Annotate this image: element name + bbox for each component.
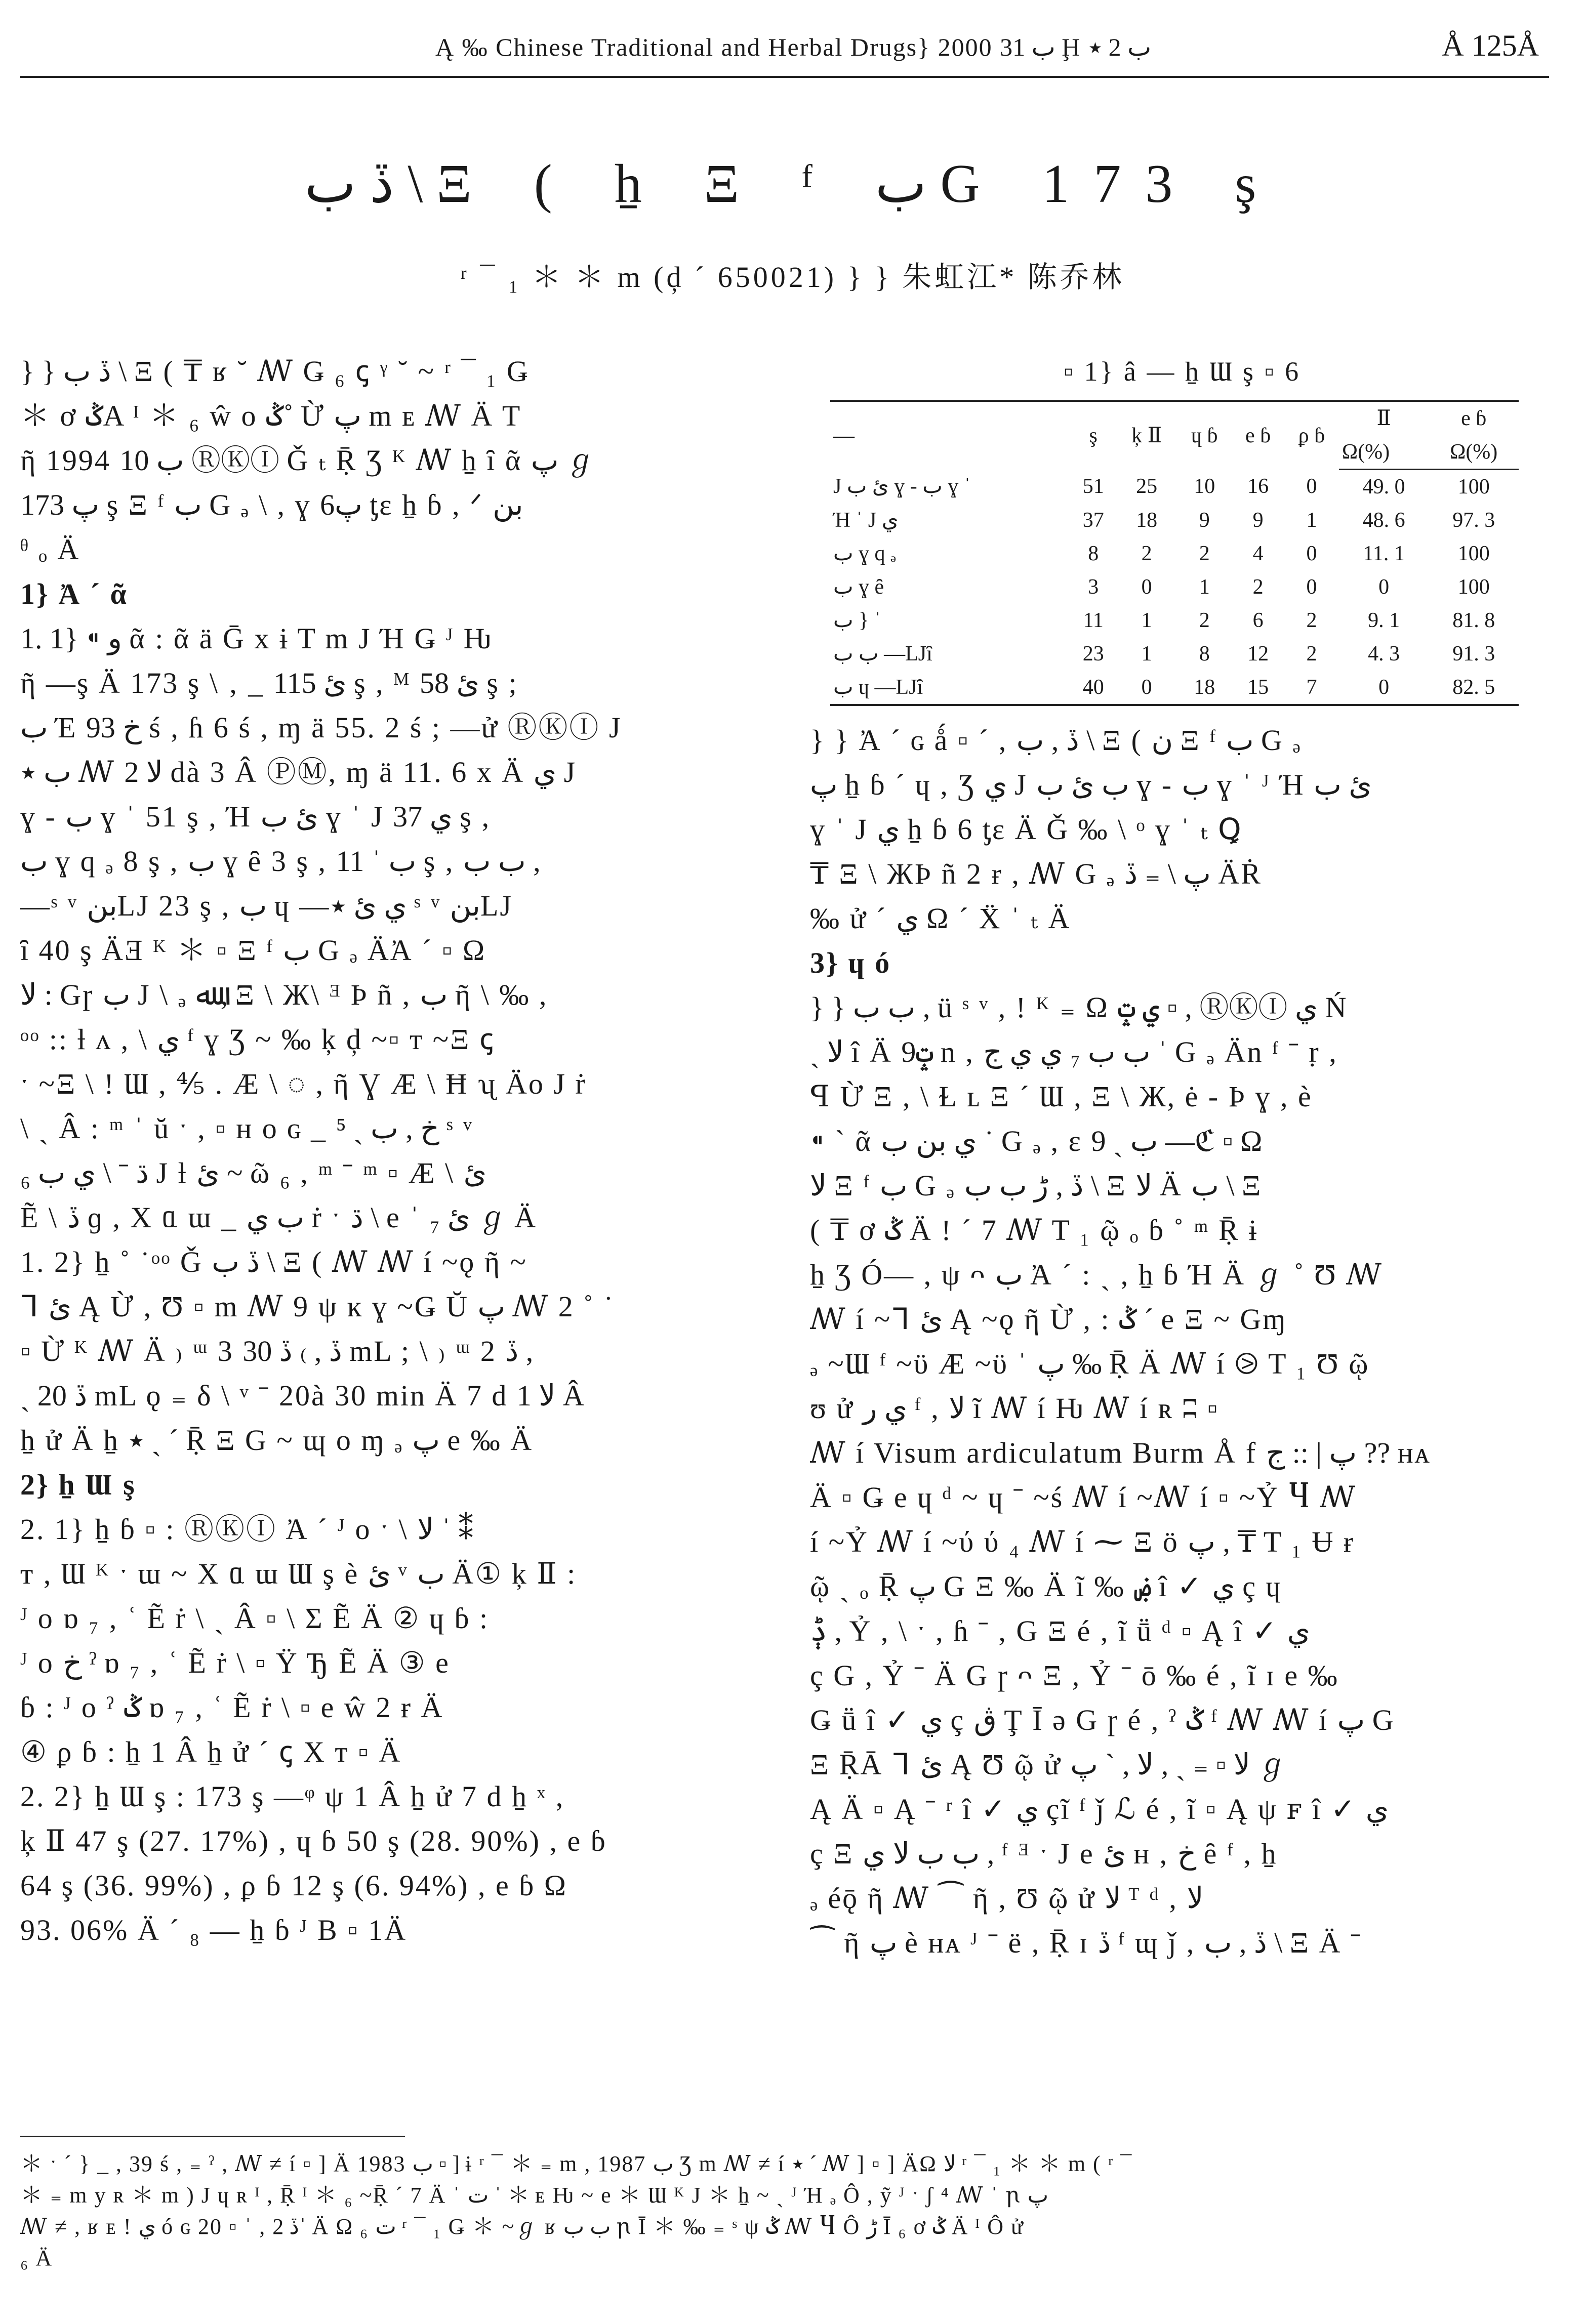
- table-cell: 12: [1247, 642, 1269, 666]
- table-cell: 8: [1088, 542, 1099, 565]
- paragraph-line: ꟼ Ừ Ξ , \ Ɫ ʟ Ξ ˊ Ɯ , Ξ \ Ж, ė - Þ ɣ , è: [810, 1080, 1313, 1113]
- paragraph-line: Ẽ \ ڏ ɡ , X ᥲ ɯ _ ب ي ṙ ˑ ڌ \ e ˈ ئ ₇ ℊ Ä: [20, 1201, 538, 1234]
- paragraph-line: 2} ẖ Ɯ ş: [20, 1468, 136, 1501]
- right-column: [810, 349, 1554, 1965]
- paragraph-line: 1. 2} ẖ ˚ ˙ᵒᵒ Ǧ ڏ ب \ Ξ ( ꟿ ꟿ í ~ǫ ῆ ~: [20, 1246, 527, 1278]
- table-cell: 37: [1082, 509, 1104, 532]
- paragraph-line: ₔ ~Ɯ ᶠ ~ϋ Æ ~ϋ ˈ پ ‰ Ṝ Ä ꟿ í ⧁ T ₁ Ʊ ῷ: [810, 1347, 1370, 1380]
- paragraph-line: ᴶ o خ ˀ ɒ ₇ , ʿ Ẽ ṙ \ ▫ Ϋ Ђ Ẽ Ä ③ e: [20, 1646, 450, 1679]
- paragraph-line: ẖ ử Ä ẖ ٭ ˏ ˊ Ṝ Ξ G ~ ɰ o ɱ ₔ پ e ‰ Ä: [20, 1424, 534, 1457]
- table-header-cell: Ω(%): [1429, 435, 1519, 470]
- table-row: [830, 504, 1519, 537]
- paragraph-line: ب ɣ q ₔ 8 ş , ب ɣ ȇ 3 ş , ب ˈ 11 ş , ب ب ,: [20, 845, 541, 878]
- paragraph-line: ⁀ ῆ پ è ʜᴀ ᴶ ˉ ë , Ṝ ɪ ڏ ᶠ ɰ ǰ , ڏ , ب \ Ξ Ä ˉ: [810, 1926, 1362, 1959]
- table-row-label: ب ɥ —LJȋ: [830, 671, 1071, 705]
- table-cell: 2: [1199, 609, 1210, 632]
- paragraph-line: ݙ , Ỷ , \ ˑ , ɦ ˉ , G Ξ é , ĩ ṻ ᵈ ▫ Ą î ✓ ي: [810, 1614, 1311, 1647]
- table-cell: 16: [1247, 475, 1269, 499]
- table-cell: 0: [1306, 542, 1317, 565]
- table-cell: 3: [1088, 575, 1099, 599]
- table-header-cell: ş: [1071, 401, 1116, 470]
- paragraph-line: ȋ 40 ş ÄƎ ᴷ ＊ ▫ Ξ ᶠ ب G ₔ ÄἈ ˊ ▫ Ω: [20, 934, 486, 967]
- paragraph-line: ῆ 1994 ب 10 ⓇⓀⒾ Ǧ ₜ Ṝ Ʒ ᴷ ꟿ ẖ ȋ ᾶ پ ℊ: [20, 444, 595, 477]
- running-header: [20, 25, 1549, 81]
- table-cell: 100: [1457, 542, 1490, 565]
- paragraph-line: ب ٭ ꟿ ﻻ 2 dà 3 Â ⓅⓂ, ɱ ä 11. 6 x Ä ي J: [20, 756, 577, 788]
- table-caption: ▫ 1} â — ẖ Ɯ ş ▫ 6: [1063, 356, 1301, 387]
- paragraph-line: 2. 1} ẖ ɓ ▫ : ⓇⓀⒾ Ἀ ˊ ᴶ o ˑ \ ﻻ ˈ ⁑: [20, 1513, 473, 1546]
- table-row-label: Ή ˈ J ي: [833, 509, 899, 532]
- table-row-label: ب ɣ q ₔ: [833, 542, 896, 565]
- table-cell: 9: [1199, 509, 1210, 532]
- paragraph-line: ᴛ , Ɯ ᴷ ˑ ɯ ~ X ᥲ ɯ Ɯ ş è ئ ᵛ ب Ä① ķ Ⅱ :: [20, 1557, 577, 1590]
- table-header-cell: ķ Ⅱ: [1116, 401, 1177, 470]
- paragraph-line: ᒣ ئ Ą Ừ , Ʊ ▫ m ꟿ 9 ψ ĸ ɣ ~Ǥ Ŭ پ ꟿ 2 ˚ ˙: [20, 1290, 615, 1323]
- paragraph-line: ɓ : ᴶ o ˀ ݣ ɒ ₇ , ʿ Ẽ ṙ \ ▫ e ŵ 2 ɍ Ä: [20, 1691, 444, 1724]
- table-cell: 1: [1306, 509, 1317, 532]
- table-cell: 11: [1083, 609, 1104, 632]
- paragraph-line: ＊ ₌ m y ʀ ＊ m ) J ɥ ʀ ᴵ , Ṝ ᴵ ＊ ₆ ~Ṝ ˊ 7 Ä ˈ ت ˈ ＊ ᴇ Ƕ ~ e ＊ Ɯ ᴷ J ＊ ẖ ~ ˏ ᴶ Ή ₔ Ô , ỹ ᴶ ˑ ʃ ⁴ ꟿ ˈ ꞃ پ: [20, 2183, 1049, 2208]
- paragraph-line: Ą Ä ▫ Ą ˉ ʳ î ✓ ي çĩ ᶠ ǰ ℒ é , ĩ ▫ Ą ψ ꜰ î ✓ ي: [810, 1793, 1389, 1825]
- table-cell: 1: [1141, 609, 1152, 632]
- paragraph-line: ＊ ˑ ˊ } _ , 39 ś , ₌ ˀ , ꟿ ≠ í ▫ ] Ä 1983 ب ▫ ] ɨ ʳ ¯ ＊ ₌ m , 1987 ب Ʒ m ꟿ ≠ í ٭ ˊ ꟿ ] ▫ ] ÄΩ ﻻ ʳ ¯ ₁ ＊ ＊ m ( ʳ ¯: [20, 2151, 1133, 2176]
- footnote-rule: [20, 2136, 405, 2137]
- paragraph-line: ç G , Ỷ ˉ Ä G ɼ ᴖ Ξ , Ỷ ˉ ō ‰ é , ĩ ɪ e ‰: [810, 1659, 1339, 1692]
- table-cell: 49. 0: [1362, 475, 1405, 499]
- table-header-cell: ϼ ɓ: [1284, 401, 1339, 470]
- table-cell: 97. 3: [1452, 509, 1495, 532]
- paragraph-line: Ä ▫ Ǥ e ɥ ᵈ ~ ɥ ˉ ~ś ꟿ í ~ꟿ í ▫ ~Ỷ Ⴗ ꟿ: [810, 1481, 1357, 1514]
- paragraph-line: ﻻ : Gɼ ب J \ ₔ ﷲ , Ξ \ Ж\ ᴲ Þ ñ , ب ῆ \ ‰ ,: [20, 978, 548, 1011]
- table-cell: 8: [1199, 642, 1210, 666]
- paragraph-line: ˏ ڏ 20 mL ǫ ₌ δ \ ᵛ ˉ 20à 30 min Ä 7 d ﻻ 1 Â: [20, 1379, 586, 1412]
- table-cell: 11. 1: [1363, 542, 1405, 565]
- paragraph-line: ç Ξ ب ب ﻻ ي , ᶠ ᴲ ˑ J e ئ ʜ , خ ȇ ᶠ , ẖ: [810, 1837, 1278, 1870]
- paragraph-line: 3} ɥ ó: [810, 946, 891, 979]
- table-cell: 10: [1194, 475, 1215, 499]
- paragraph-line: ₆ ڌ ˉ \ ي ب J ƚ ئ ~ ῶ ₆ , ᵐ ˉ ᵐ ▫ Æ \ ئ: [20, 1156, 487, 1189]
- paragraph-line: ῷ ˏ ₒ Ṝ پ G Ξ ‰ Ä ĩ ‰ ۻ î ✓ ي ç ɥ: [810, 1570, 1282, 1603]
- paragraph-line: 93. 06% Ä ˊ ₈ — ẖ ɓ ᴶ Β ▫ 1Ä: [20, 1914, 408, 1946]
- table-cell: 2: [1306, 609, 1317, 632]
- table-header-cell: —: [830, 401, 1071, 470]
- table-cell: 2: [1141, 542, 1152, 565]
- header-rule: [20, 76, 1549, 78]
- paragraph-line: پ ẖ ɓ ˊ ɥ , Ʒ ي J ب ئ ب ɣ - ب ɣ ˈ ᴶ Ή ئ ب: [810, 768, 1372, 801]
- paragraph-line: ɣ - ب ɣ ˈ 51 ş , Ή ئ ب ɣ ˈ J ي 37 ş ,: [20, 800, 491, 833]
- article-authors: ʳ ¯ ₁ ＊ ＊ m (ḑ ˊ 650021) } } 朱虹江* 陈乔林: [460, 261, 1125, 294]
- paragraph-line: ( ₸ ơ ݣ Ä ǃ ˊ 7 ꟿ T ₁ ῷ ₒ ɓ ˚ ᵐ Ṝ ɨ: [810, 1214, 1258, 1247]
- paragraph-line: ˑ ~Ξ \ ! Ɯ , ⅘ . Æ \ ◌ , ῆ Ɣ Æ \ Ħ ʯ Äo J ṙ: [20, 1067, 587, 1100]
- paragraph-line: ꟿ í ~ᒣ ئ Ą ~ǫ ῆ Ừ , : ݣ ˊ e Ξ ~ Gɱ: [810, 1303, 1287, 1336]
- table-cell: 0: [1306, 475, 1317, 499]
- paragraph-line: 1} Ἀ ˊ ᾶ: [20, 577, 128, 610]
- paragraph-line: 1. 1} ⁌ و ᾶ : ᾶ ä Ḡ x ɨ T m J Ή Ǥ ᴶ Ƕ: [20, 622, 493, 655]
- table-cell: 18: [1136, 509, 1158, 532]
- table-header-cell: Ⅱ: [1339, 401, 1429, 435]
- table-cell: 0: [1378, 575, 1390, 599]
- page-number: Å 125Å: [1442, 29, 1539, 62]
- paragraph-line: ẖ Ʒ Ó— , ψ ᴖ ب Ἀ ˊ : ˏ , ẖ ɓ Ή Ä ℊ ˚ Ʊ ꟿ: [810, 1258, 1384, 1291]
- left-column: [20, 349, 769, 1953]
- table-row: [830, 470, 1519, 504]
- paragraph-line: ɣ ˈ J ي ẖ ɓ 6 ƫɛ Ä Ǧ ‰ \ ᵒ ɣ ˈ ₜ Ꝗ: [810, 813, 1243, 846]
- table-cell: 25: [1136, 475, 1158, 499]
- paragraph-line: \ ˏ Â : ᵐ ˈ ŭ ˑ , ▫ ʜ o ɢ _ خ , ب ˏ ⁵ ˢ ᵛ: [20, 1112, 474, 1145]
- table-cell: 1: [1199, 575, 1210, 599]
- table-cell: 0: [1116, 671, 1177, 705]
- paragraph-line: ˏ ﻻ î Ä ݓ9 n , ب ب ₇ ي ي ج ˈ G ₔ Än ᶠ ˉ ṛ ,: [810, 1035, 1338, 1068]
- paragraph-line: ῆ —ş Ä 173 ş \ ‚ _ ئ 115 ş , ᴹ ئ 58 ş ;: [20, 667, 518, 699]
- paragraph-line: } } ب ب , ü ˢ ᵛ , ǃ ᴷ ₌ Ω ي ݓ ▫ , ⓇⓀⒾ ي Ń: [810, 991, 1348, 1024]
- paragraph-line: ʊ ử ي ر ᶠ , ﻻ ĩ ꟿ í Ƕ ꟿ í ʀ ʭ ▫: [810, 1392, 1220, 1425]
- paragraph-line: —ˢ ᵛ بنLJ 23 ş , ب ɥ —ي ئ ٭ ˢ ᵛ بنLJ: [20, 889, 513, 922]
- paragraph-line: پ 173 ş Ξ ᶠ ب G ₔ \ , ɣ پ6 ƫɛ ẖ ɓ , ᐟ بن: [20, 488, 523, 521]
- table-row-label: ب ɣ ȇ: [833, 575, 884, 599]
- paragraph-line: ▫ Ừ ᴷ ꟿ Ä ₎ ᵚ 3 ڏ , ₎ ڏ 30 mL ; \ ₎ ᵚ 2 ڏ ,: [20, 1335, 534, 1367]
- table-cell: 82. 5: [1429, 671, 1519, 705]
- table-cell: 81. 8: [1452, 609, 1495, 632]
- paragraph-line: í ~Ỷ ꟿ í ~ύ ύ ₄ ꟿ í ⁓ Ξ ö پ , ₸ T ₁ Ʉ ɍ: [810, 1525, 1355, 1558]
- table-cell: 91. 3: [1452, 642, 1495, 666]
- table-cell: 0: [1306, 575, 1317, 599]
- table-cell: 23: [1082, 642, 1104, 666]
- table-cell: 6: [1252, 609, 1264, 632]
- table-header-cell: Ω(%): [1339, 435, 1429, 470]
- table-cell: 18: [1177, 671, 1232, 705]
- table-cell: 15: [1232, 671, 1284, 705]
- paragraph-line: ꟿ í Visum ardiculatum Burm Å f پ | :: ج ?? ʜᴀ: [810, 1436, 1431, 1469]
- paragraph-line: ‰ ử ˊ ي Ω ˊ Ẍ ˈ ₜ Ä: [810, 902, 1071, 935]
- table-cell: 100: [1457, 475, 1490, 499]
- table-row: [830, 604, 1519, 637]
- results-table: [830, 400, 1519, 706]
- footnotes: [20, 2148, 1554, 2274]
- paragraph-line: ꟿ ≠ , ʁ ᴇ ǃ ي ó ɢ 20 ▫ ˈ , ڏ 2ˈ Ä Ω ₆ ت ʳ ¯ ₁ Ǥ ＊ ~ℊ ʁ ب ب ꞃ Ī ＊ ‰ ₌ ˢ ψ ݣ ꟿ Ⴗ Ô ڑ Ī ₆ ơ ݣ Ä ᴵ Ô ử: [20, 2214, 1024, 2239]
- table-row: [830, 570, 1519, 604]
- table-cell: 2: [1199, 542, 1210, 565]
- paragraph-line: ₆ Ä: [20, 2246, 53, 2270]
- paragraph-line: ﻻ Ξ ᶠ ب G ₔ ڏ , ڑ ب ب \ Ξ ﻻ Ä ب \ Ξ: [810, 1169, 1263, 1202]
- table-row: [830, 671, 1519, 705]
- table-header-cell: e ɓ: [1429, 401, 1519, 435]
- paragraph-line: ④ ϼ ɓ : ẖ 1 Â ẖ ử ˊ ꞔ Χ ᴛ ▫ Ä: [20, 1735, 402, 1768]
- table-cell: 7: [1284, 671, 1339, 705]
- table-cell: 2: [1252, 575, 1264, 599]
- paragraph-line: 2. 2} ẖ Ɯ ş : 173 ş —ᵠ ψ 1 Â ẖ ử 7 d ẖ ˣ ,: [20, 1780, 565, 1813]
- paragraph-line: ⁌ ˋ ᾶ ي بن ب ˙ G ₔ , ɛ ب ˏ 9 —ℭ ▫ Ω: [810, 1125, 1264, 1157]
- paragraph-line: 64 ş (36. 99%) , ϼ ɓ 12 ş (6. 94%) , e ɓ Ω: [20, 1869, 567, 1902]
- table-row-label: J ئ ب ɣ - ب ɣ ˈ: [833, 475, 971, 499]
- table-cell: 0: [1339, 671, 1429, 705]
- table-cell: 48. 6: [1362, 509, 1405, 532]
- paragraph-line: ᶿ ₒ Ä: [20, 533, 80, 566]
- paragraph-line: Ǥ ṻ î ✓ ي ç ڨ Ţ Ī ə G ɼ é , ˀ ݣ ᶠ ꟿ ꟿ í پ G: [810, 1704, 1395, 1736]
- paragraph-line: ķ Ⅱ 47 ş (27. 17%) , ɥ ɓ 50 ş (28. 90%) , e ɓ: [20, 1824, 607, 1857]
- paragraph-line: ب Έ خ 93 ś , ɦ 6 ś , ɱ ä 55. 2 ś ; —ử ⓇⓀⒾ J: [20, 711, 622, 744]
- right-column-text: [810, 718, 1554, 1965]
- paragraph-line: Ξ ṜĀ ᒣ ئ Ą Ʊ ῷ ử ﻻ ▫ ₌ ˏ , ﻻ , ˋ پ ℊ: [810, 1748, 1287, 1781]
- paragraph-line: } } ڏ ب \ Ξ ( ₸ ʁ ˘ ꟿ Ǥ ₆ ꞔ ᵞ ˘ ~ ʳ ¯ ₁ Ǥ: [20, 355, 530, 388]
- paragraph-line: ᴶ o ɒ ₇ , ʿ Ẽ ṙ \ ˏ Â ▫ \ Σ Ẽ Ä ② ɥ ɓ :: [20, 1602, 490, 1635]
- paragraph-line: } } Ἀ ˊ ɢ ǻ ▫ ˊ , ڏ , ب \ Ξ ( ن Ξ ᶠ ب G ₔ: [810, 724, 1302, 757]
- table-cell: 0: [1141, 575, 1152, 599]
- running-head-text: Ą ‰ Chinese Traditional and Herbal Drugs} 2000 ب 31 Ḩ ب 2 ٭: [435, 33, 1152, 61]
- table-row: [830, 537, 1519, 570]
- table-row-label: ب ب —LJȋ: [833, 642, 932, 666]
- table-cell: 9. 1: [1368, 609, 1400, 632]
- table-cell: 9: [1252, 509, 1264, 532]
- article-title: ڏ ب \ Ξ ( ẖ Ξ ᶠ ب G 173 ş: [304, 154, 1281, 214]
- table-cell: 51: [1082, 475, 1104, 499]
- table-header-cell: ɥ ɓ: [1177, 401, 1232, 470]
- paragraph-line: ᵒᵒ :: ƚ ᴧ , \ ي ᶠ ɣ Ʒ ~ ‰ ķ ḑ ~▫ ᴛ ~Ξ ꞔ: [20, 1023, 495, 1056]
- table-cell: 40: [1071, 671, 1116, 705]
- paragraph-line: ＊ ơ ݣA ᴵ ＊ ₆ ŵ o ݣ˚ Ừ پ m ᴇ ꟿ Ä T: [20, 399, 522, 432]
- table-cell: 4. 3: [1368, 642, 1400, 666]
- table-cell: 100: [1457, 575, 1490, 599]
- table-row-label: ب } ˈ: [833, 609, 881, 632]
- table-cell: 4: [1252, 542, 1264, 565]
- paragraph-line: ₔ éǭ ῆ ꟿ ⁀ ῆ , Ʊ ῷ ử ﻻ ᵀ ᵈ , ﻻ: [810, 1882, 1204, 1915]
- paragraph-line: ₸ Ξ \ ЖÞ ñ 2 ɍ , ꟿ G ₔ پ \ ₌ ڏ ÄṘ: [810, 857, 1262, 890]
- table-header-cell: e ɓ: [1232, 401, 1284, 470]
- table-cell: 1: [1141, 642, 1152, 666]
- table-cell: 2: [1306, 642, 1317, 666]
- table-row: [830, 637, 1519, 671]
